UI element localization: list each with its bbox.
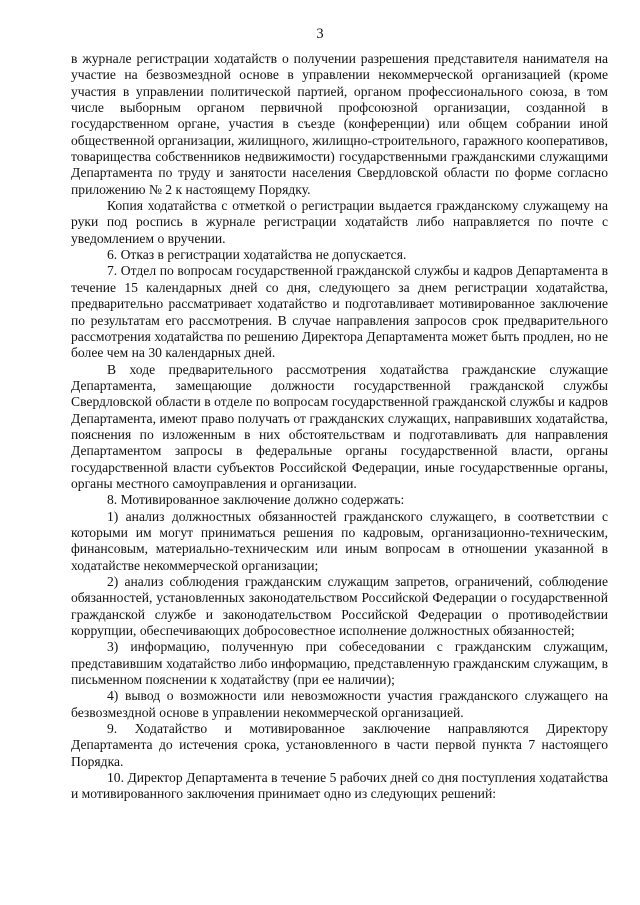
paragraph-registration-journal: в журнале регистрации ходатайств о получении разрешения представителя нанимателя на участие на безвозмездной основе в управлении некоммерческой организацией (кроме участия в управлении политической партией, органом профессионального союза, в том числе выборным органом первичной профсоюзной организации, созданной в государственном органе, участия в съезде (конференции) или общем собрании иной общественной организации, жилищного, жилищно-строительного, гаражного кооперативов, товарищества собственников недвижимости) государственными гражданскими служащими Департамента по труду и занятости населения Свердловской области по форме согласно приложению № 2 к настоящему Порядку. xyxy=(71,51,608,197)
paragraph-subitem-3: 3) информацию, полученную при собеседовании с гражданским служащим, представившим ходатайство либо информацию, представленную гражданским служащим, в письменном пояснении к ходатайству (при ее наличии); xyxy=(71,639,608,688)
paragraph-item-10: 10. Директор Департамента в течение 5 рабочих дней со дня поступления ходатайства и мотивированного заключения принимает одно из следующих решений: xyxy=(71,770,608,802)
paragraph-item-6: 6. Отказ в регистрации ходатайства не допускается. xyxy=(107,247,407,263)
paragraph-item-7: 7. Отдел по вопросам государственной гражданской службы и кадров Департамента в течение 15 календарных дней со дня, следующего за днем регистрации ходатайства, предварительно рассматривает ходатайство и подготавливает мотивированное заключение по результатам его рассмотрения. В случае направления запросов срок предварительного рассмотрения ходатайства по решению Директора Департамента может быть продлен, но не более чем на 30 календарных дней. xyxy=(71,263,608,361)
paragraph-subitem-2: 2) анализ соблюдения гражданским служащим запретов, ограничений, соблюдение обязанностей, установленных законодательством Российской Федерации о государственной гражданской службе и законодательством Российской Федерации о противодействии коррупции, обеспечивающих добросовестное исполнение должностных обязанностей; xyxy=(71,574,608,639)
document-body xyxy=(71,51,608,803)
paragraph-item-9: 9. Ходатайство и мотивированное заключение направляются Директору Департамента до истечения срока, установленного в части первой пункта 7 настоящего Порядка. xyxy=(71,721,608,769)
paragraph-subitem-4: 4) вывод о возможности или невозможности участия гражданского служащего на безвозмездной основе в управлении некоммерческой организацией. xyxy=(71,688,608,720)
paragraph-copy-of-petition: Копия ходатайства с отметкой о регистрации выдается гражданскому служащему на руки под роспись в журнале регистрации ходатайств либо направляется по почте с уведомлением о вручении. xyxy=(71,198,608,246)
page-number: 3 xyxy=(316,26,324,42)
paragraph-subitem-1: 1) анализ должностных обязанностей гражданского служащего, в соответствии с которыми им могут приниматься решения по кадровым, организационно-техническим, финансовым, материально-техническим или иным вопросам в отношении указанной в ходатайстве некоммерческой организации; xyxy=(71,508,608,573)
paragraph-item-8: 8. Мотивированное заключение должно содержать: xyxy=(107,492,405,508)
paragraph-preliminary-review: В ходе предварительного рассмотрения ходатайства гражданские служащие Департамента, замещающие должности государственной гражданской службы Свердловской области в отделе по вопросам государственной гражданской службы и кадров Департамента, имеют право получать от гражданских служащих, направивших ходатайства, пояснения по изложенным в них обстоятельствам и подготавливать для направления Департаментом запросы в федеральные органы государственной власти, органы государственной власти субъектов Российской Федерации, иные государственные органы, органы местного самоуправления и организации. xyxy=(71,361,608,491)
